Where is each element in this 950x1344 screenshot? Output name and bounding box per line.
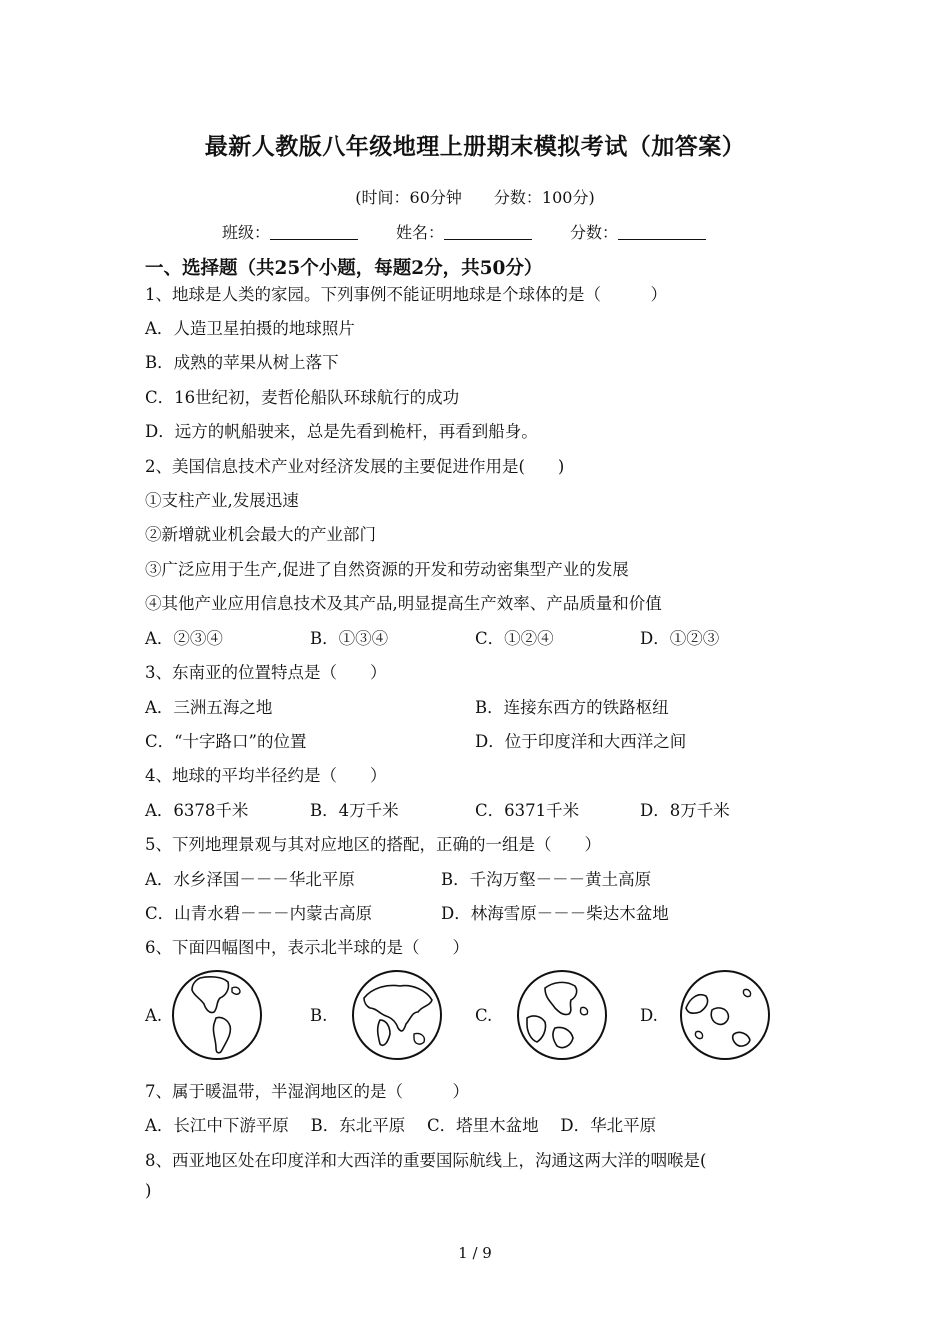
q3-option-d: D．位于印度洋和大西洋之间 xyxy=(475,732,687,751)
q8-stem-tail: ) xyxy=(145,1181,152,1200)
student-fields xyxy=(222,220,744,243)
q2-option-d: D．①②③ xyxy=(640,629,720,648)
q8-stem: 8、西亚地区处在印度洋和大西洋的重要国际航线上，沟通这两大洋的咽喉是( xyxy=(145,1151,707,1170)
name-label: 姓名： xyxy=(396,223,445,242)
q1-option-b: B．成熟的苹果从树上落下 xyxy=(145,353,339,372)
q4-option-b: B．4万千米 xyxy=(310,801,399,820)
q2-option-b: B．①③④ xyxy=(310,629,389,648)
q6-globe-options xyxy=(145,968,805,1063)
q6-label-c: C. xyxy=(475,1006,493,1025)
q3-option-b: B．连接东西方的铁路枢纽 xyxy=(475,698,669,717)
q2-option-a: A．②③④ xyxy=(145,629,223,648)
q3-option-a: A．三洲五海之地 xyxy=(145,698,273,717)
q1-stem: 1、地球是人类的家园。下列事例不能证明地球是个球体的是（ ） xyxy=(145,285,667,304)
q4-option-a: A．6378千米 xyxy=(145,801,249,820)
q5-option-c: C．山青水碧－－－内蒙古高原 xyxy=(145,904,373,923)
q6-label-d: D. xyxy=(640,1006,658,1025)
q5-option-a: A．水乡泽国－－－华北平原 xyxy=(145,870,355,889)
q2-statement-3: ③广泛应用于生产,促进了自然资源的开发和劳动密集型产业的发展 xyxy=(145,560,629,579)
q4-stem: 4、地球的平均半径约是（ ） xyxy=(145,766,387,785)
q3-option-c: C．“十字路口”的位置 xyxy=(145,732,307,751)
q2-statement-2: ②新增就业机会最大的产业部门 xyxy=(145,525,376,544)
section-heading: 一、选择题（共25个小题，每题2分，共50分） xyxy=(145,258,543,279)
q4-option-d: D．8万千米 xyxy=(640,801,730,820)
q6-stem: 6、下面四幅图中，表示北半球的是（ ） xyxy=(145,938,469,957)
q2-option-c: C．①②④ xyxy=(475,629,554,648)
page-title: 最新人教版八年级地理上册期末模拟考试（加答案） xyxy=(204,133,746,160)
q5-option-d: D．林海雪原－－－柴达木盆地 xyxy=(441,904,669,923)
q1-option-a: A．人造卫星拍摄的地球照片 xyxy=(145,319,355,338)
q7-stem: 7、属于暖温带，半湿润地区的是（ ） xyxy=(145,1082,469,1101)
q7-options: A．长江中下游平原 B．东北平原 C．塔里木盆地 D．华北平原 xyxy=(145,1116,657,1135)
q2-stem: 2、美国信息技术产业对经济发展的主要促进作用是( ) xyxy=(145,457,565,476)
globe-b-icon xyxy=(350,968,444,1062)
exam-meta: (时间：60分钟 分数：100分) xyxy=(355,188,595,207)
globe-c-icon xyxy=(515,968,609,1062)
class-blank[interactable] xyxy=(270,223,358,240)
q1-option-d: D．远方的帆船驶来，总是先看到桅杆，再看到船身。 xyxy=(145,422,538,441)
q1-option-c: C．16世纪初，麦哲伦船队环球航行的成功 xyxy=(145,388,460,407)
q6-label-a: A. xyxy=(145,1006,163,1025)
globe-a-icon xyxy=(170,968,264,1062)
q2-statement-4: ④其他产业应用信息技术及其产品,明显提高生产效率、产品质量和价值 xyxy=(145,594,662,613)
score-label: 分数： xyxy=(570,223,619,242)
q3-stem: 3、东南亚的位置特点是（ ） xyxy=(145,663,387,682)
page-number: 1 / 9 xyxy=(458,1244,492,1262)
q4-option-c: C．6371千米 xyxy=(475,801,580,820)
q5-stem: 5、下列地理景观与其对应地区的搭配，正确的一组是（ ） xyxy=(145,835,601,854)
q2-statement-1: ①支柱产业,发展迅速 xyxy=(145,491,299,510)
q6-label-b: B. xyxy=(310,1006,328,1025)
class-label: 班级： xyxy=(222,223,271,242)
score-blank[interactable] xyxy=(618,223,706,240)
name-blank[interactable] xyxy=(444,223,532,240)
q5-option-b: B．千沟万壑－－－黄土高原 xyxy=(441,870,652,889)
globe-d-icon xyxy=(678,968,772,1062)
